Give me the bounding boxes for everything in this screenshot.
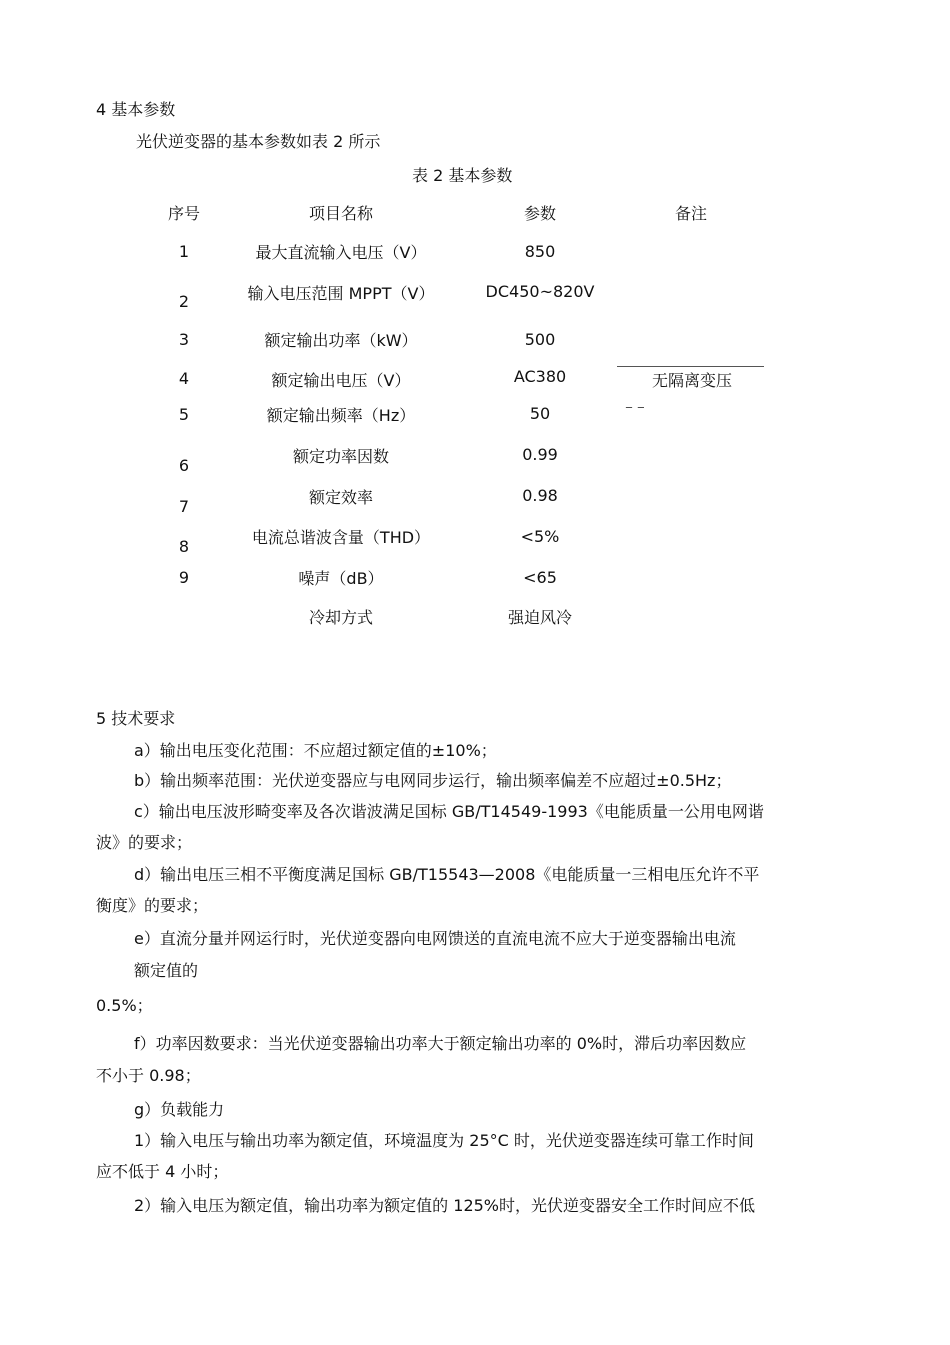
note-rule: [617, 366, 764, 367]
table-cell-param: <65: [523, 568, 557, 587]
table-cell-param: 0.99: [522, 445, 558, 464]
requirement-line: b）输出频率范围：光伏逆变器应与电网同步运行，输出频率偏差不应超过±0.5Hz；: [134, 771, 732, 790]
table-cell-no: 4: [178, 369, 190, 388]
table-cell-param: 0.98: [522, 486, 558, 505]
table-header-item: 项目名称: [308, 204, 373, 223]
note-dash-mark: _ _: [626, 394, 645, 408]
requirement-line: g）负载能力: [134, 1100, 225, 1119]
table-cell-no: 9: [178, 568, 190, 587]
table-cell-param: 强迫风冷: [507, 608, 572, 627]
requirement-line: 衡度》的要求；: [96, 896, 209, 915]
requirement-line: c）输出电压波形畸变率及各次谐波满足国标 GB/T14549-1993《电能质量一公用电网谐: [134, 802, 764, 821]
table-cell-item: 额定输出功率（kW）: [264, 331, 418, 350]
table-cell-no: 3: [178, 330, 190, 349]
requirement-line: f）功率因数要求：当光伏逆变器输出功率大于额定输出功率的 0%时，滞后功率因数应: [134, 1034, 747, 1053]
table-header-no: 序号: [167, 204, 200, 223]
table-cell-item: 额定功率因数: [292, 447, 389, 466]
table-cell-no: 7: [178, 497, 190, 516]
table-cell-item: 输入电压范围 MPPT（V）: [247, 284, 435, 303]
section-5-heading: 5 技术要求: [96, 709, 176, 728]
table-cell-param: 850: [524, 242, 556, 261]
table-cell-param: AC380: [513, 367, 567, 386]
table-cell-no: 2: [178, 292, 190, 311]
table-header-note: 备注: [674, 204, 707, 223]
table-header-param: 参数: [523, 204, 556, 223]
table-cell-item: 额定输出电压（V）: [271, 371, 411, 390]
requirement-line: 2）输入电压为额定值，输出功率为额定值的 125%时，光伏逆变器安全工作时间应不低: [134, 1196, 756, 1215]
requirement-line: 0.5%；: [96, 996, 153, 1015]
section-4-heading: 4 基本参数: [96, 100, 176, 119]
table-cell-item: 电流总谐波含量（THD）: [251, 528, 431, 547]
table-cell-item: 最大直流输入电压（V）: [255, 243, 427, 262]
table-cell-param: <5%: [520, 527, 560, 546]
requirement-line: 应不低于 4 小时；: [96, 1162, 229, 1181]
table-cell-param: 50: [529, 404, 551, 423]
table-cell-item: 噪声（dB）: [298, 569, 384, 588]
requirement-line: e）直流分量并网运行时，光伏逆变器向电网馈送的直流电流不应大于逆变器输出电流: [134, 929, 736, 948]
table-cell-param: DC450~820V: [485, 282, 595, 301]
table-cell-item: 额定效率: [308, 488, 373, 507]
table-cell-no: 8: [178, 537, 190, 556]
requirement-line: d）输出电压三相不平衡度满足国标 GB/T15543—2008《电能质量一三相电压允许不平: [134, 865, 760, 884]
requirement-line: 1）输入电压与输出功率为额定值，环境温度为 25°C 时，光伏逆变器连续可靠工作时间: [134, 1131, 754, 1150]
table-caption: 表 2 基本参数: [412, 166, 513, 185]
table-cell-no: 6: [178, 456, 190, 475]
requirement-line: 额定值的: [134, 961, 199, 980]
requirement-line: 波》的要求；: [96, 833, 193, 852]
table-cell-param: 500: [524, 330, 556, 349]
table-cell-note: 无隔离变压: [652, 371, 733, 390]
table-cell-item: 冷却方式: [308, 608, 373, 627]
table-cell-no: 1: [178, 242, 190, 261]
requirement-line: 不小于 0.98；: [96, 1066, 201, 1085]
requirement-line: a）输出电压变化范围：不应超过额定值的±10%；: [134, 741, 497, 760]
table-cell-no: 5: [178, 405, 190, 424]
table-intro-text: 光伏逆变器的基本参数如表 2 所示: [136, 132, 381, 151]
table-cell-item: 额定输出频率（Hz）: [266, 406, 416, 425]
